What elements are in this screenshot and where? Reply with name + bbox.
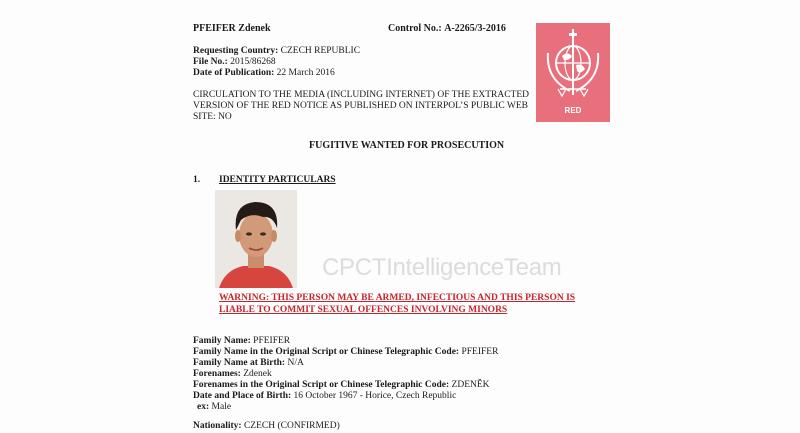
field-value: PFEIFER	[461, 347, 499, 357]
logo-label: RED	[564, 106, 582, 115]
requesting-country-value: CZECH REPUBLIC	[280, 46, 361, 56]
field-label: Forenames in the Original Script or Chinese Telegraphic Code:	[193, 380, 450, 390]
file-no-label: File No.:	[193, 57, 228, 67]
field-label: Family Name in the Original Script or Chinese Telegraphic Code:	[193, 347, 460, 357]
field-label: Family Name at Birth:	[193, 358, 286, 368]
interpol-globe-icon	[536, 23, 610, 103]
subject-photo	[215, 190, 297, 288]
field-value: Male	[211, 402, 232, 412]
field-nationality	[193, 420, 340, 432]
section-number: 1.	[193, 175, 201, 185]
field-value: 16 October 1967 - Horice, Czech Republic	[293, 391, 457, 401]
requesting-country-label: Requesting Country:	[193, 46, 279, 56]
field-sex	[197, 401, 231, 413]
nationality-value: CZECH (CONFIRMED)	[243, 421, 340, 431]
file-no-value: 2015/86268	[230, 57, 276, 67]
publication-date-value: 22 March 2016	[276, 68, 335, 78]
field-value: N/A	[287, 358, 304, 368]
section-heading: IDENTITY PARTICULARS	[219, 175, 336, 185]
field-label: Date and Place of Birth:	[193, 391, 292, 401]
watermark: CPCTIntelligenceTeam	[322, 254, 562, 281]
control-number	[388, 23, 506, 34]
publication-date-label: Date of Publication:	[193, 68, 275, 78]
field-label: Forenames:	[193, 369, 241, 379]
circulation-line-3: SITE: NO	[193, 112, 232, 122]
subject-name: PFEIFER Zdenek	[193, 23, 271, 34]
field-value: Zdenek	[243, 369, 272, 379]
field-value: PFEIFER	[253, 336, 291, 346]
field-value: ZDENĚK	[451, 380, 490, 390]
control-value: A-2265/3-2016	[444, 23, 506, 34]
notice-title: FUGITIVE WANTED FOR PROSECUTION	[309, 140, 505, 151]
field-label: ex:	[197, 402, 210, 412]
field-label: Family Name:	[193, 336, 251, 346]
circulation-line-2: VERSION OF THE RED NOTICE AS PUBLISHED ON INTERPOL’S PUBLIC WEB	[193, 101, 528, 111]
warning-line-1: WARNING: THIS PERSON MAY BE ARMED, INFECTIOUS AND THIS PERSON IS	[219, 293, 576, 303]
warning-line-2: LIABLE TO COMMIT SEXUAL OFFENCES INVOLVING MINORS	[219, 305, 508, 315]
nationality-label: Nationality:	[193, 421, 242, 431]
control-label: Control No.:	[388, 23, 442, 34]
circulation-line-1: CIRCULATION TO THE MEDIA (INCLUDING INTERNET) OF THE EXTRACTED	[193, 90, 529, 100]
field-birth	[193, 390, 456, 402]
publication-date-row	[193, 67, 335, 79]
interpol-logo	[536, 23, 610, 122]
